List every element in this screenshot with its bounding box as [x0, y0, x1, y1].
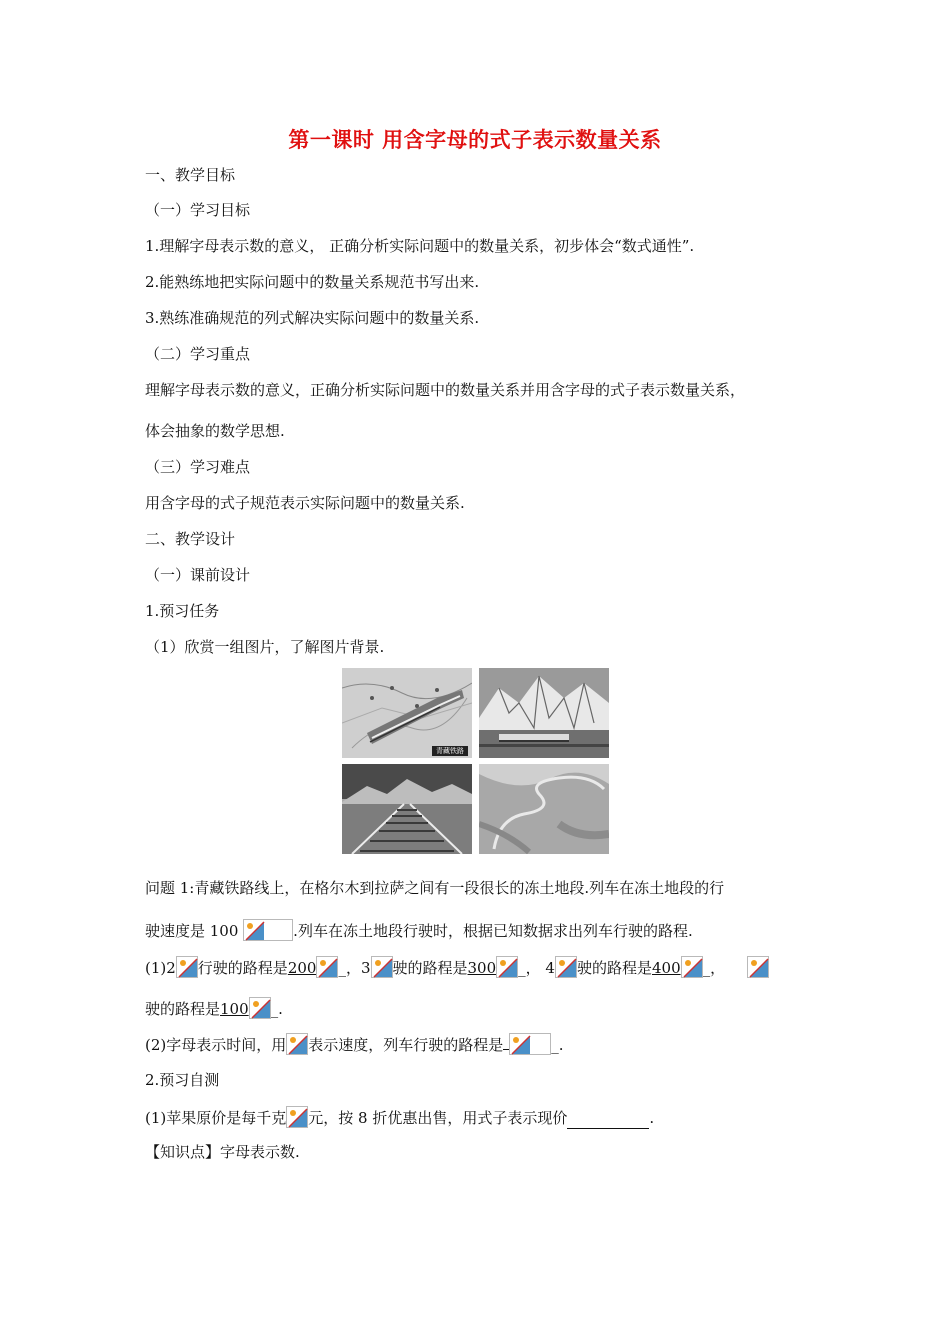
formula-image-icon — [286, 1106, 308, 1128]
subsection-learning-goals: （一）学习目标 — [145, 201, 251, 219]
preview-task-heading: 1.预习任务 — [145, 602, 220, 620]
section-heading-objectives: 一、教学目标 — [145, 166, 236, 184]
self-test-question-1: (1)苹果原价是每千克 元，按 8 折优惠出售，用式子表示现价 . — [145, 1106, 654, 1129]
goal-1: 1.理解字母表示数的意义， 正确分析实际问题中的数量关系，初步体会“数式通性”. — [145, 237, 695, 255]
preview-self-test-heading: 2.预习自测 — [145, 1071, 220, 1089]
formula-image-icon — [176, 956, 198, 978]
formula-image-icon — [243, 919, 293, 941]
subsection-difficulties: （三）学习难点 — [145, 458, 251, 476]
answer-100: 100 — [220, 1000, 249, 1018]
problem-1-part-1-cont: 驶的路程是100 _. — [145, 997, 283, 1019]
goal-3: 3.熟练准确规范的列式解决实际问题中的数量关系. — [145, 309, 480, 327]
formula-image-icon — [316, 956, 338, 978]
answer-blank — [567, 1108, 649, 1129]
problem-1-part-1: (1)2 行驶的路程是200 _，3 驶的路程是300 _， 4 驶的路程是400 _， — [145, 956, 769, 978]
plateau-winding-track-photo — [479, 764, 609, 854]
goal-2: 2.能熟练地把实际问题中的数量关系规范书写出来. — [145, 273, 480, 291]
lesson-title: 第一课时 用含字母的式子表示数量关系 — [288, 128, 662, 152]
formula-image-icon — [371, 956, 393, 978]
key-point-line-1: 理解字母表示数的意义，正确分析实际问题中的数量关系并用含字母的式子表示数量关系， — [145, 381, 746, 399]
railway-map-photo — [342, 668, 472, 758]
answer-400: 400 — [651, 959, 681, 977]
answer-200: 200 — [287, 959, 317, 977]
formula-image-icon — [509, 1033, 551, 1055]
formula-image-icon — [249, 997, 271, 1019]
subsection-pre-class: （一）课前设计 — [145, 566, 251, 584]
formula-image-icon — [747, 956, 769, 978]
formula-image-icon — [496, 956, 518, 978]
problem-1-part-2: (2)字母表示时间，用 表示速度，列车行驶的路程是 _. — [145, 1033, 564, 1055]
problem-1-line-2: 驶速度是 100 .列车在冻土地段行驶时，根据已知数据求出列车行驶的路程. — [145, 919, 693, 941]
knowledge-point: 【知识点】字母表示数. — [145, 1143, 300, 1161]
difficulty-line: 用含字母的式子规范表示实际问题中的数量关系. — [145, 494, 465, 512]
key-point-line-2: 体会抽象的数学思想. — [145, 422, 285, 440]
railway-tracks-photo — [342, 764, 472, 854]
snow-mountain-train-photo — [479, 668, 609, 758]
subsection-key-points: （二）学习重点 — [145, 345, 251, 363]
preview-task-1: （1）欣赏一组图片，了解图片背景. — [145, 638, 385, 656]
photo-caption: 青藏铁路 — [436, 747, 464, 755]
formula-image-icon — [555, 956, 577, 978]
section-heading-design: 二、教学设计 — [145, 530, 236, 548]
formula-image-icon — [681, 956, 703, 978]
formula-image-icon — [286, 1033, 308, 1055]
problem-1-line-1: 问题 1:青藏铁路线上，在格尔木到拉萨之间有一段很长的冻土地段.列车在冻土地段的行 — [145, 879, 725, 897]
answer-300: 300 — [467, 959, 497, 977]
qinghai-tibet-photo-grid — [342, 668, 610, 856]
